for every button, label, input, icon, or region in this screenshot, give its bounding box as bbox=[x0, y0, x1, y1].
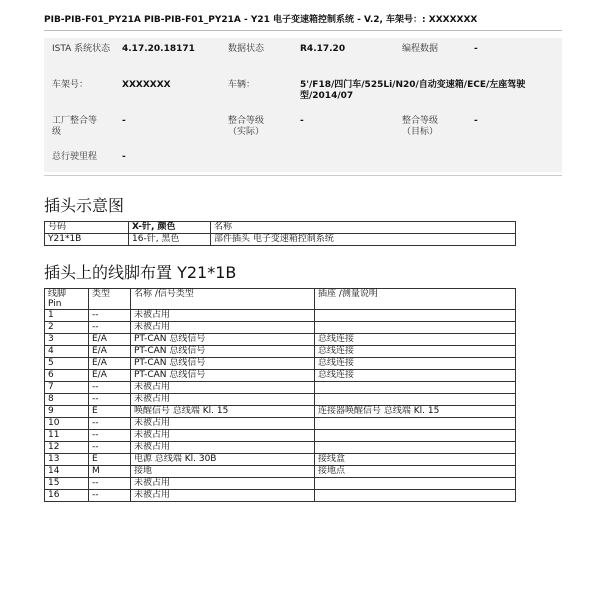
table-cell: E/A bbox=[89, 370, 131, 382]
table-cell: 未被占用 bbox=[131, 478, 315, 490]
header-cell: 插座 /测量说明 bbox=[315, 289, 516, 310]
pin-table-body bbox=[45, 310, 516, 502]
table-cell: 5 bbox=[45, 358, 89, 370]
pin-table-header bbox=[45, 289, 516, 310]
table-row bbox=[45, 334, 516, 346]
table-cell bbox=[315, 382, 516, 394]
table-cell bbox=[315, 310, 516, 322]
header-cell: 线脚 Pin bbox=[45, 289, 89, 310]
table-cell bbox=[315, 490, 516, 502]
table-row bbox=[45, 394, 516, 406]
table-cell: 未被占用 bbox=[131, 322, 315, 334]
table-cell: 13 bbox=[45, 454, 89, 466]
table-row bbox=[45, 442, 516, 454]
info-divider bbox=[44, 175, 562, 176]
table-cell: 总线连接 bbox=[315, 358, 516, 370]
document-header: PIB-PIB-F01_PY21A PIB-PIB-F01_PY21A - Y21 电子变速箱控制系统 - V.2, 车架号：: XXXXXXX bbox=[44, 15, 478, 25]
vin-value: XXXXXXX bbox=[122, 80, 171, 90]
table-cell: E bbox=[89, 454, 131, 466]
table-cell: PT-CAN 总线信号 bbox=[131, 346, 315, 358]
table-cell: Y21*1B bbox=[45, 234, 129, 246]
table-cell: 15 bbox=[45, 478, 89, 490]
table-cell: E bbox=[89, 406, 131, 418]
table-cell: 接线盒 bbox=[315, 454, 516, 466]
actual-label-line1: 整合等级 bbox=[228, 116, 265, 126]
table-cell: -- bbox=[89, 418, 131, 430]
table-row bbox=[45, 430, 516, 442]
header-divider bbox=[44, 30, 562, 31]
table-cell: PT-CAN 总线信号 bbox=[131, 370, 315, 382]
info-panel bbox=[44, 38, 562, 172]
table-cell: 总线连接 bbox=[315, 334, 516, 346]
connector-table bbox=[44, 221, 516, 246]
prog-value: - bbox=[474, 44, 478, 54]
mileage-label: 总行驶里程 bbox=[52, 152, 98, 162]
ista-label: ISTA 系统状态 bbox=[52, 44, 111, 54]
datastate-label: 数据状态 bbox=[228, 44, 265, 54]
mileage-value: - bbox=[122, 152, 126, 162]
table-cell: 未被占用 bbox=[131, 394, 315, 406]
table-cell: 接地 bbox=[131, 466, 315, 478]
ista-value: 4.17.20.18171 bbox=[122, 44, 195, 54]
header-cell: 名称 /信号类型 bbox=[131, 289, 315, 310]
table-cell: 电源 总线端 Kl. 30B bbox=[131, 454, 315, 466]
actual-value: - bbox=[300, 116, 304, 126]
table-cell: 9 bbox=[45, 406, 89, 418]
table-cell: 10 bbox=[45, 418, 89, 430]
actual-label-line2: （实际） bbox=[228, 127, 265, 137]
table-cell: 7 bbox=[45, 382, 89, 394]
vehicle-value-line1: 5'/F18/四门车/525Li/N20/自动变速箱/ECE/左座驾驶 bbox=[300, 80, 526, 90]
header-cell: 号码 bbox=[45, 222, 129, 234]
table-cell bbox=[315, 478, 516, 490]
table-row bbox=[45, 322, 516, 334]
table-row bbox=[45, 478, 516, 490]
header-cell: X-针, 颜色 bbox=[129, 222, 211, 234]
table-cell: 12 bbox=[45, 442, 89, 454]
vin-label: 车架号： bbox=[52, 80, 89, 90]
table-cell: 总线连接 bbox=[315, 346, 516, 358]
table-cell bbox=[315, 442, 516, 454]
table-row bbox=[45, 310, 516, 322]
header-cell: 类型 bbox=[89, 289, 131, 310]
table-row bbox=[45, 490, 516, 502]
table-cell: 2 bbox=[45, 322, 89, 334]
table-cell: 3 bbox=[45, 334, 89, 346]
table-cell: E/A bbox=[89, 358, 131, 370]
table-cell: 部件插头 电子变速箱控制系统 bbox=[211, 234, 516, 246]
connector-table-header bbox=[45, 222, 516, 234]
factory-label-line2: 级 bbox=[52, 127, 62, 137]
table-cell: 总线连接 bbox=[315, 370, 516, 382]
table-cell: PT-CAN 总线信号 bbox=[131, 334, 315, 346]
table-cell: -- bbox=[89, 382, 131, 394]
connector-section-title: 插头示意图 bbox=[44, 196, 125, 215]
table-cell: M bbox=[89, 466, 131, 478]
table-cell: E/A bbox=[89, 334, 131, 346]
pin-section-title: 插头上的线脚布置 Y21*1B bbox=[44, 263, 237, 282]
table-cell: 唤醒信号 总线端 Kl. 15 bbox=[131, 406, 315, 418]
table-cell: 未被占用 bbox=[131, 418, 315, 430]
table-row bbox=[45, 346, 516, 358]
table-row bbox=[45, 370, 516, 382]
target-value: - bbox=[474, 116, 478, 126]
prog-label: 编程数据 bbox=[402, 44, 439, 54]
target-label-line2: （目标） bbox=[402, 127, 439, 137]
table-cell: 未被占用 bbox=[131, 430, 315, 442]
table-cell: 16 bbox=[45, 490, 89, 502]
table-row bbox=[45, 406, 516, 418]
table-cell: -- bbox=[89, 490, 131, 502]
table-cell: 1 bbox=[45, 310, 89, 322]
vehicle-label: 车辆： bbox=[228, 80, 256, 90]
table-cell: 14 bbox=[45, 466, 89, 478]
factory-value: - bbox=[122, 116, 126, 126]
table-row bbox=[45, 466, 516, 478]
table-cell: 未被占用 bbox=[131, 490, 315, 502]
table-row bbox=[45, 382, 516, 394]
table-cell: 未被占用 bbox=[131, 382, 315, 394]
table-cell: -- bbox=[89, 394, 131, 406]
table-cell bbox=[315, 418, 516, 430]
table-cell: 11 bbox=[45, 430, 89, 442]
table-row bbox=[45, 454, 516, 466]
table-row bbox=[45, 234, 516, 246]
table-cell: -- bbox=[89, 430, 131, 442]
table-cell bbox=[315, 394, 516, 406]
table-cell bbox=[315, 322, 516, 334]
table-cell bbox=[315, 430, 516, 442]
pin-table bbox=[44, 288, 516, 502]
table-cell: 16-针, 黑色 bbox=[129, 234, 211, 246]
table-cell: 接地点 bbox=[315, 466, 516, 478]
table-cell: -- bbox=[89, 310, 131, 322]
table-cell: 未被占用 bbox=[131, 442, 315, 454]
target-label-line1: 整合等级 bbox=[402, 116, 439, 126]
table-cell: -- bbox=[89, 322, 131, 334]
table-cell: 8 bbox=[45, 394, 89, 406]
table-cell: 未被占用 bbox=[131, 310, 315, 322]
table-cell: PT-CAN 总线信号 bbox=[131, 358, 315, 370]
vehicle-value-line2: 型/2014/07 bbox=[300, 91, 354, 101]
table-row bbox=[45, 358, 516, 370]
table-cell: 6 bbox=[45, 370, 89, 382]
table-cell: 4 bbox=[45, 346, 89, 358]
header-cell: 名称 bbox=[211, 222, 516, 234]
table-cell: -- bbox=[89, 442, 131, 454]
table-cell: 连接器唤醒信号 总线端 Kl. 15 bbox=[315, 406, 516, 418]
datastate-value: R4.17.20 bbox=[300, 44, 346, 54]
table-cell: E/A bbox=[89, 346, 131, 358]
table-cell: -- bbox=[89, 478, 131, 490]
table-row bbox=[45, 418, 516, 430]
factory-label-line1: 工厂整合等 bbox=[52, 116, 98, 126]
